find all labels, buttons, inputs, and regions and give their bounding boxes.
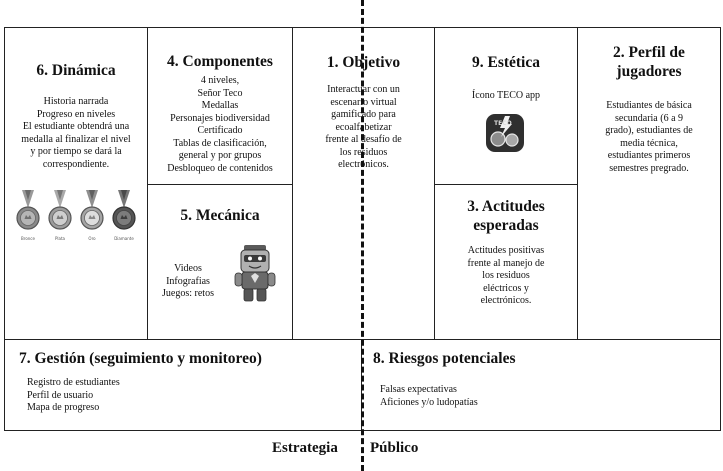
dinamica-text (5, 96, 147, 171)
dinamica-line: Progreso en niveles (36, 108, 116, 120)
gestion-line: Registro de estudiantes (27, 377, 120, 388)
objetivo-line: gamificado para (331, 109, 396, 120)
actitudes-text (435, 245, 577, 308)
riesgos-text (380, 384, 478, 409)
dinamica-title: 6. Dinámica (36, 62, 116, 79)
dinamica-line: Historia narrada (43, 96, 109, 107)
cell-perfil (577, 27, 721, 340)
objetivo-line: ecoalfabetizar (335, 121, 392, 133)
componentes-line: Desbloqueo de contenidos (167, 162, 273, 174)
cell-actitudes (434, 184, 578, 340)
dinamica-line: El estudiante obtendrá una (22, 121, 130, 132)
medal-silver-icon (49, 190, 71, 229)
gestion-line: Mapa de progreso (27, 402, 100, 413)
actitudes-line: electrónicos. (480, 295, 532, 306)
riesgos-title: 8. Riesgos potenciales (373, 350, 516, 367)
teco-app-icon (485, 113, 525, 153)
componentes-line: Señor Teco (197, 87, 243, 99)
cell-riesgos (361, 339, 721, 431)
riesgos-line: Falsas expectativas (380, 384, 457, 395)
medal-label: Plata (55, 236, 65, 241)
cell-gestion (4, 339, 362, 431)
dinamica-line: y por tiempo se dará la (30, 146, 122, 157)
medal-bronze-icon (17, 190, 39, 229)
objetivo-line: electrónicos. (338, 159, 389, 170)
objetivo-line: Interactuar con un (327, 84, 400, 95)
perfil-title-line: 2. Perfil de (613, 44, 685, 61)
objetivo-title: 1. Objetivo (326, 54, 401, 71)
actitudes-title-line: esperadas (473, 217, 539, 234)
objetivo-line: escenario virtual (330, 96, 397, 108)
perfil-text (578, 100, 720, 175)
objetivo-line: frente al desafío de (325, 134, 402, 145)
gestion-title: 7. Gestión (seguimiento y monitoreo) (19, 350, 262, 367)
actitudes-title (435, 197, 577, 235)
mecanica-text (148, 263, 228, 301)
perfil-line: estudiantes primeros (607, 150, 691, 161)
componentes-line: general y por grupos (178, 150, 262, 161)
actitudes-line: los residuos (482, 270, 530, 281)
gestion-text (27, 377, 120, 415)
cell-mecanica (147, 184, 293, 340)
perfil-line: grado), estudiantes de (605, 125, 693, 136)
cell-componentes (147, 27, 293, 185)
medal-diamond-icon (113, 190, 135, 229)
riesgos-line: Aficiones y/o ludopatías (380, 396, 478, 408)
cell-estetica (434, 27, 578, 185)
dinamica-line: correspondiente. (42, 158, 110, 170)
actitudes-line: frente al manejo de (467, 257, 545, 269)
medals-illustration (12, 188, 140, 248)
actitudes-line: Actitudes positivas (467, 245, 545, 256)
strategy-public-divider (361, 0, 364, 471)
estetica-title: 9. Estética (471, 54, 540, 71)
actitudes-line: eléctricos y (483, 282, 529, 294)
perfil-line: Estudiantes de básica (606, 100, 692, 111)
componentes-line: Medallas (201, 100, 239, 111)
teco-icon-label: TECO (494, 120, 512, 127)
componentes-line: Personajes biodiversidad (170, 112, 270, 124)
mecanica-line: Juegos: retos (162, 288, 214, 299)
perfil-title (578, 43, 720, 81)
medal-gold-icon (81, 190, 103, 229)
dinamica-line: medalla al finalizar el nivel (21, 133, 131, 145)
objetivo-line: los residuos (339, 146, 388, 158)
senor-teco-character-icon (232, 243, 278, 305)
perfil-title-line: jugadores (616, 63, 682, 80)
componentes-line: 4 niveles, (200, 75, 240, 86)
mecanica-line: Videos (174, 263, 202, 274)
medal-label: Bronce (21, 236, 35, 241)
mecanica-line: Infografias (166, 275, 210, 287)
perfil-line: semestres pregrado. (609, 162, 689, 174)
cell-dinamica (4, 27, 148, 340)
medal-label: Oro (88, 236, 96, 241)
componentes-text (148, 75, 292, 175)
footer-estrategia-label: Estrategia (272, 440, 338, 456)
mecanica-title: 5. Mecánica (180, 207, 260, 224)
perfil-line: secundaria (6 a 9 (614, 112, 684, 124)
gestion-line: Perfil de usuario (27, 389, 94, 401)
componentes-line: Tablas de clasificación, (173, 137, 267, 149)
componentes-title: 4. Componentes (167, 53, 273, 70)
footer-publico-label: Público (370, 440, 419, 456)
perfil-line: media técnica, (620, 137, 678, 149)
componentes-line: Certificado (197, 125, 243, 136)
medal-label: Diamante (114, 236, 134, 241)
estetica-text: Ícono TECO app (471, 90, 541, 101)
actitudes-title-line: 3. Actitudes (467, 198, 545, 215)
